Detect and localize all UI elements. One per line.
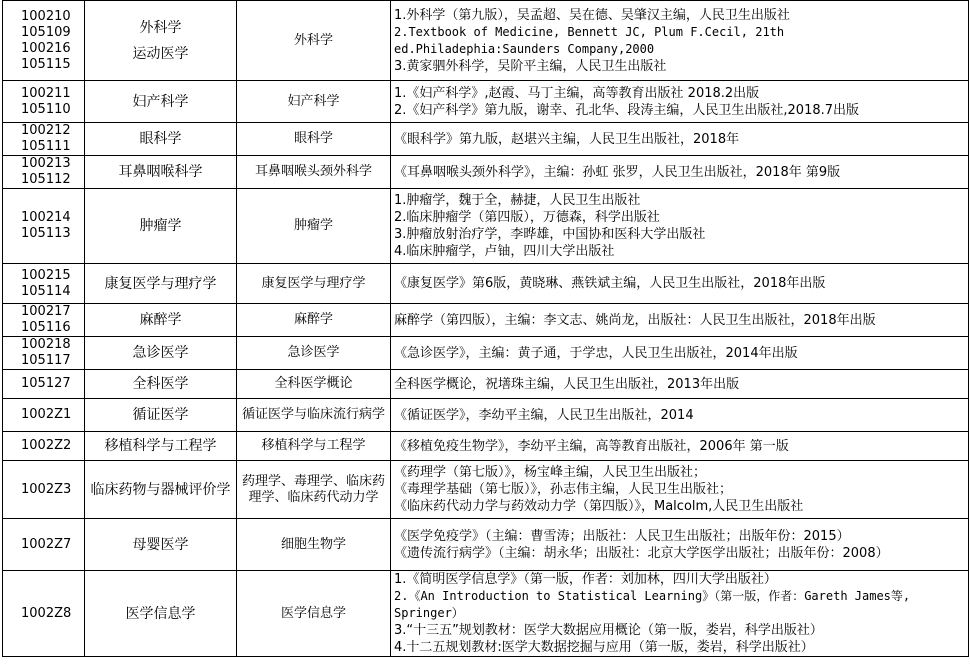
table-row — [3, 189, 969, 264]
major-name: 临床药物与器械评价学 — [90, 481, 231, 498]
exam-subject-cell — [237, 1, 391, 81]
reference-books-cell — [391, 1, 969, 81]
reference-book: ed.Philadephia:Saunders Company,2000 — [394, 41, 655, 56]
major-name: 外科学 — [139, 19, 182, 36]
reference-book: 1.《妇产科学》,赵霞、马丁主编，高等教育出版社 2018.2出版 — [394, 85, 760, 101]
major-name-cell — [85, 399, 237, 432]
major-name: 康复医学与理疗学 — [104, 275, 217, 292]
table-row — [3, 432, 969, 461]
major-code-cell — [3, 432, 85, 461]
major-name-cell — [85, 571, 237, 657]
major-code-cell — [3, 461, 85, 519]
major-code: 1002Z8 — [21, 605, 72, 621]
reference-book: 1.《简明医学信息学》（第一版，作者：刘加林，四川大学出版社） — [394, 572, 777, 587]
major-code: 100212 — [21, 123, 71, 138]
major-name: 医学信息学 — [125, 605, 196, 622]
major-code: 105111 — [21, 139, 71, 154]
reference-book: 《耳鼻咽喉头颈外科学》，主编：孙虹 张罗，人民卫生出版社，2018年 第9版 — [394, 164, 841, 180]
major-code-cell — [3, 304, 85, 337]
table-row — [3, 519, 969, 571]
major-name-cell — [85, 461, 237, 519]
major-code-cell — [3, 337, 85, 370]
reference-book: 3.“十三五”规划教材：医学大数据应用概论（第一版，娄岩，科学出版社） — [394, 623, 823, 638]
major-name-cell — [85, 432, 237, 461]
major-code-cell — [3, 189, 85, 264]
table-row — [3, 264, 969, 304]
major-name-cell — [85, 519, 237, 571]
reference-books-cell — [391, 519, 969, 571]
reference-book: 2.Textbook of Medicine, Bennett JC, Plum F.Cecil, 21th — [394, 24, 785, 39]
major-name: 运动医学 — [132, 45, 189, 62]
table-row — [3, 571, 969, 657]
exam-subject-cell — [237, 189, 391, 264]
exam-subject: 细胞生物学 — [280, 536, 346, 552]
major-name: 妇产科学 — [132, 93, 189, 110]
exam-subject-cell — [237, 304, 391, 337]
reference-book: 麻醉学（第四版），主编：李文志、姚尚龙，出版社：人民卫生出版社，2018年出版 — [394, 312, 876, 328]
exam-subject: 急诊医学 — [287, 345, 340, 360]
major-code: 105115 — [21, 56, 71, 72]
exam-subject: 医学信息学 — [280, 605, 346, 621]
exam-subject-cell — [237, 432, 391, 461]
major-name: 全科医学 — [132, 376, 189, 392]
major-code-cell — [3, 370, 85, 399]
reference-book: 《遗传流行病学》（主编：胡永华；出版社：北京大学医学出版社；出版年份：2008） — [394, 545, 889, 561]
reference-book: Springer） — [394, 606, 464, 620]
major-code-cell — [3, 519, 85, 571]
major-code: 100216 — [21, 40, 71, 56]
reference-book: 《急诊医学》，主编：黄子通，于学忠，人民卫生出版社，2014年出版 — [394, 345, 798, 361]
reference-books-cell — [391, 123, 969, 156]
exam-subject-cell — [237, 519, 391, 571]
exam-subject-cell — [237, 399, 391, 432]
reference-books-cell — [391, 461, 969, 519]
major-code: 100213 — [21, 156, 71, 171]
major-code: 100215 — [21, 267, 71, 283]
major-name-cell — [85, 337, 237, 370]
major-name-cell — [85, 81, 237, 123]
reference-books-cell — [391, 264, 969, 304]
reference-book: 4.临床肿瘤学，卢铀，四川大学出版社 — [394, 244, 615, 259]
major-code: 100218 — [21, 337, 71, 352]
reference-book: 《移植免疫生物学》，李幼平主编，高等教育出版社，2006年 第一版 — [394, 438, 789, 454]
major-code: 105109 — [21, 24, 71, 40]
exam-subject: 康复医学与理疗学 — [261, 275, 366, 291]
major-name: 母婴医学 — [132, 536, 189, 553]
table-row — [3, 399, 969, 432]
major-name: 肿瘤学 — [139, 218, 182, 234]
major-code: 100214 — [21, 210, 71, 225]
major-code-cell — [3, 399, 85, 432]
reference-book: 《康复医学》第6版，黄晓琳、燕铁斌主编，人民卫生出版社，2018年出版 — [394, 276, 826, 291]
reference-books-cell — [391, 156, 969, 189]
major-code: 105114 — [21, 283, 71, 299]
table-row — [3, 123, 969, 156]
major-code: 1002Z7 — [21, 536, 72, 552]
exam-subject-cell — [237, 123, 391, 156]
exam-subject-cell — [237, 156, 391, 189]
reference-book: 《眼科学》第九版，赵堪兴主编，人民卫生出版社，2018年 — [394, 131, 740, 147]
major-name: 耳鼻咽喉科学 — [118, 164, 203, 180]
reference-book: 全科医学概论，祝墡珠主编，人民卫生出版社，2013年出版 — [394, 376, 740, 392]
reference-book: 1.肿瘤学，魏于全，赫捷，人民卫生出版社 — [394, 193, 641, 208]
major-code-cell — [3, 264, 85, 304]
major-name: 眼科学 — [139, 131, 182, 147]
exam-subject: 麻醉学 — [293, 312, 333, 327]
reference-book: 2.《妇产科学》第九版，谢幸、孔北华、段涛主编，人民卫生出版社,2018.7出版 — [394, 102, 860, 118]
reference-books-cell — [391, 189, 969, 264]
exam-subject-cell — [237, 337, 391, 370]
table-row — [3, 370, 969, 399]
reference-books-cell — [391, 370, 969, 399]
exam-subject: 眼科学 — [293, 131, 333, 146]
table-row — [3, 304, 969, 337]
table-row — [3, 337, 969, 370]
exam-subject: 药理学、毒理学、临床药理学、临床药代动力学 — [241, 473, 385, 505]
table-body — [3, 1, 969, 657]
reference-book: 《医学免疫学》（主编：曹雪涛；出版社：人民卫生出版社；出版年份：2015） — [394, 528, 850, 544]
table-row — [3, 1, 969, 81]
major-code: 100210 — [21, 8, 71, 24]
major-code: 1002Z1 — [21, 407, 72, 422]
reference-books-cell — [391, 304, 969, 337]
reference-book: 2.临床肿瘤学（第四版），万德森，科学出版社 — [394, 210, 660, 225]
exam-subject-cell — [237, 81, 391, 123]
major-code-cell — [3, 81, 85, 123]
exam-subject-cell — [237, 264, 391, 304]
major-code: 100211 — [21, 85, 71, 101]
reference-book: 《循证医学》，李幼平主编，人民卫生出版社，2014 — [394, 407, 694, 423]
major-code: 1002Z2 — [21, 438, 72, 453]
major-code-cell — [3, 1, 85, 81]
table-row — [3, 81, 969, 123]
major-code-cell — [3, 571, 85, 657]
reference-book: 2.《An Introduction to Statistical Learning》（第一版，作者：Gareth James等, — [394, 589, 911, 603]
reference-book: 《毒理学基础（第七版）》，孙志伟主编，人民卫生出版社； — [394, 482, 733, 497]
exam-subject: 移植科学与工程学 — [261, 438, 366, 453]
exam-subject: 外科学 — [293, 32, 333, 48]
major-code: 105127 — [21, 376, 71, 391]
reference-book: 1.外科学（第九版），吴孟超、吴在德、吴肇汉主编，人民卫生出版社 — [394, 7, 790, 23]
exam-subject: 肿瘤学 — [293, 218, 333, 233]
reference-book: 4.十二五规划教材:医学大数据挖掘与应用（第一版，娄岩，科学出版社） — [394, 640, 814, 655]
major-code: 105113 — [21, 226, 71, 241]
exam-subject: 全科医学概论 — [274, 376, 353, 391]
reference-book: 3.肿瘤放射治疗学，李晔雄，中国协和医科大学出版社 — [394, 227, 706, 242]
major-code: 105110 — [21, 101, 71, 117]
reference-book-table — [2, 0, 969, 657]
major-name-cell — [85, 304, 237, 337]
major-name: 移植科学与工程学 — [104, 438, 217, 454]
major-code-cell — [3, 156, 85, 189]
reference-book: 《药理学（第七版）》，杨宝峰主编，人民卫生出版社； — [394, 465, 707, 480]
exam-subject: 循证医学与临床流行病学 — [241, 407, 385, 422]
reference-book: 3.黄家驷外科学，吴阶平主编，人民卫生出版社 — [394, 58, 667, 74]
major-name-cell — [85, 264, 237, 304]
major-code: 100217 — [21, 304, 71, 319]
exam-subject: 耳鼻咽喉头颈外科学 — [254, 164, 372, 179]
reference-book: 《临床药代动力学与药效动力学（第四版）》，Malcolm,人民卫生出版社 — [394, 499, 804, 514]
exam-subject: 妇产科学 — [287, 93, 340, 109]
major-name-cell — [85, 123, 237, 156]
major-name-cell — [85, 370, 237, 399]
reference-books-cell — [391, 337, 969, 370]
reference-books-cell — [391, 81, 969, 123]
reference-books-cell — [391, 432, 969, 461]
table-row — [3, 156, 969, 189]
major-name: 麻醉学 — [139, 312, 182, 328]
major-name: 循证医学 — [132, 407, 189, 423]
major-name-cell — [85, 189, 237, 264]
exam-subject-cell — [237, 370, 391, 399]
major-name-cell — [85, 1, 237, 81]
major-code: 105117 — [21, 353, 71, 368]
table-row — [3, 461, 969, 519]
major-name: 急诊医学 — [132, 345, 189, 361]
major-name-cell — [85, 156, 237, 189]
reference-books-cell — [391, 399, 969, 432]
exam-subject-cell — [237, 571, 391, 657]
exam-subject-cell — [237, 461, 391, 519]
major-code: 105116 — [21, 320, 71, 335]
major-code-cell — [3, 123, 85, 156]
reference-books-cell — [391, 571, 969, 657]
major-code: 1002Z3 — [21, 481, 72, 497]
major-code: 105112 — [21, 172, 71, 187]
